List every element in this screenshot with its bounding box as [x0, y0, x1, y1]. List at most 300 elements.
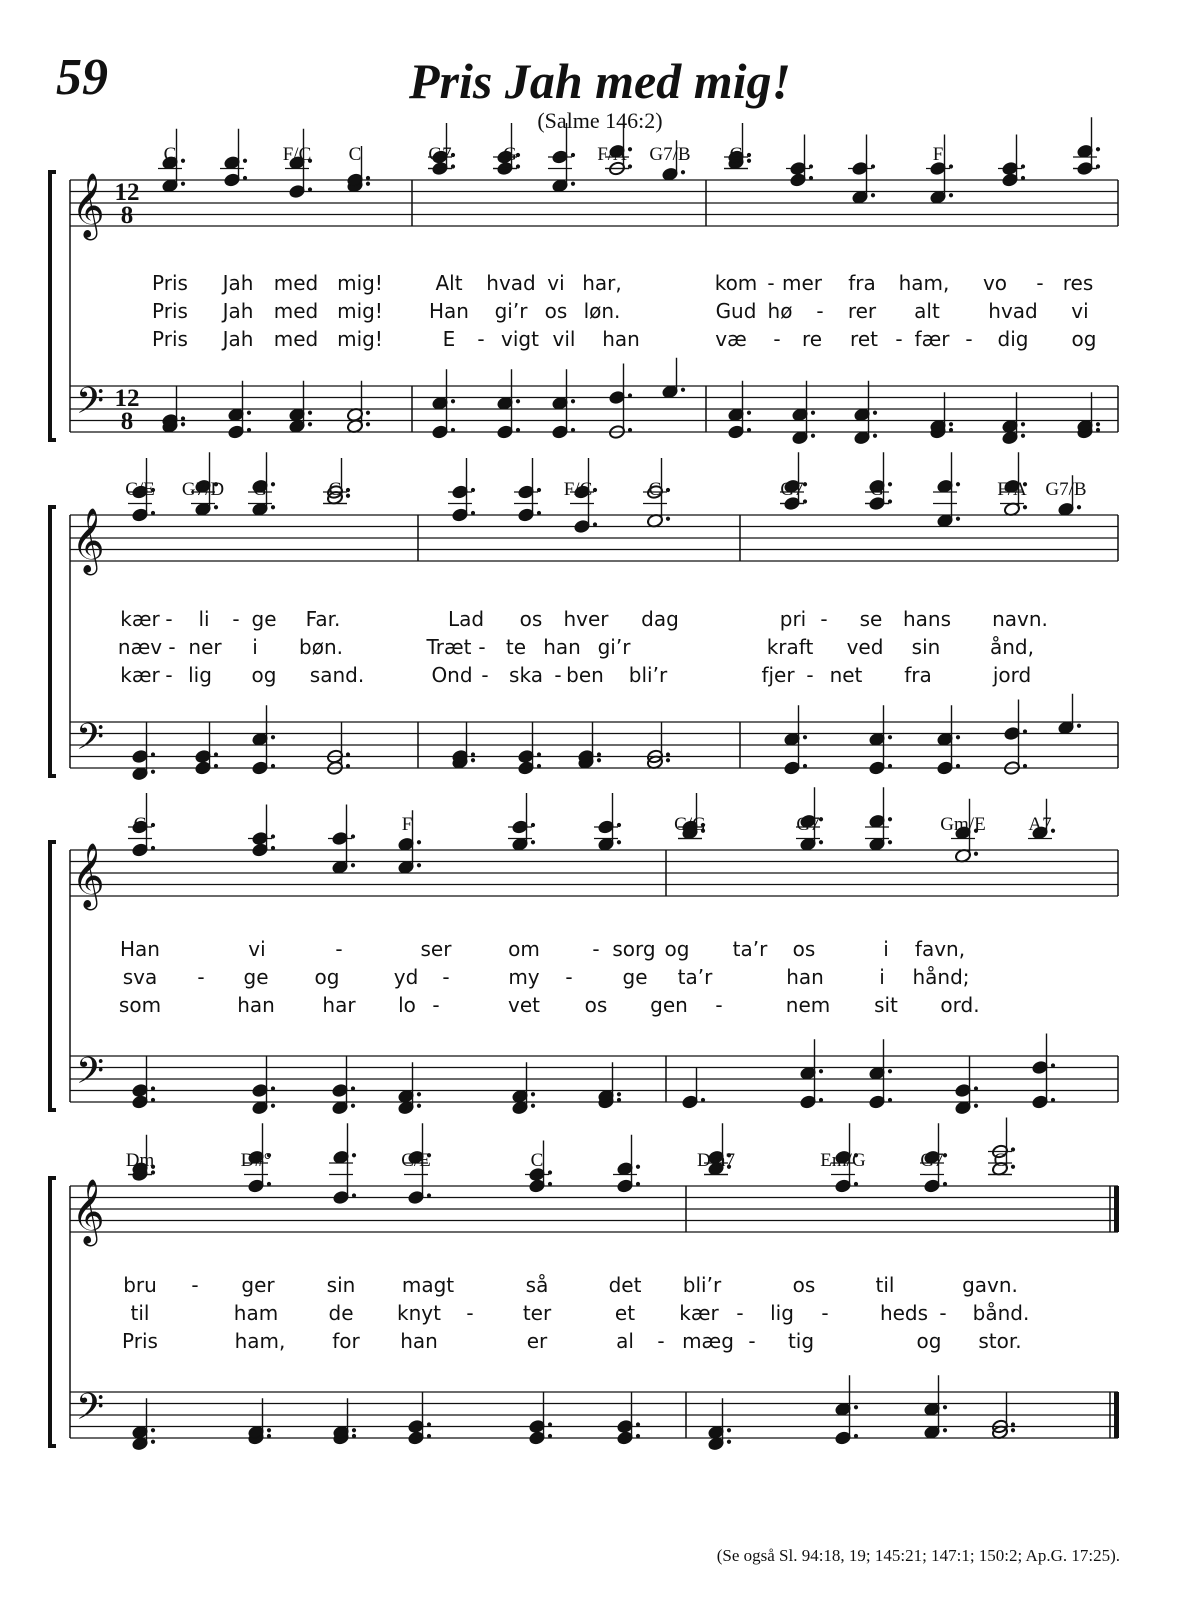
lyric-verse-2: vi [1071, 299, 1089, 323]
lyric-verse-1: i [883, 937, 889, 961]
chord-symbol: G7 [920, 1150, 944, 1171]
bass-clef-icon: 𝄢 [75, 1050, 105, 1101]
lyric-verse-1: hver [563, 607, 609, 631]
dot [854, 1405, 858, 1409]
dot [247, 428, 251, 432]
lyric-verse-1: gavn. [962, 1273, 1018, 1297]
dot [267, 1182, 271, 1186]
lyric-verse-1: pri [779, 607, 807, 631]
dot [427, 1422, 431, 1426]
bass-clef-icon: 𝄢 [75, 380, 105, 431]
lyric-verse-2: - [168, 635, 176, 659]
dot [351, 1104, 355, 1108]
hymn-number: 59 [56, 49, 108, 106]
dot [1096, 428, 1100, 432]
chord-symbol: G [870, 479, 884, 500]
dot [803, 764, 807, 768]
dot [151, 511, 155, 515]
dot [617, 1098, 621, 1102]
dot [628, 147, 632, 151]
lyric-verse-3: - [477, 327, 485, 351]
lyric-verse-2: Gud [715, 299, 757, 323]
dot [727, 1440, 731, 1444]
dot [214, 764, 218, 768]
lyric-verse-2: bånd. [972, 1301, 1030, 1325]
lyric-verse-3: ham, [234, 1329, 286, 1353]
chord-symbol: G7/B [649, 144, 691, 165]
lyric-verse-2: i [252, 635, 258, 659]
lyric-verse-2: - [442, 965, 450, 989]
dot [471, 758, 475, 762]
dot [247, 411, 251, 415]
lyric-verse-2: sva [122, 965, 158, 989]
lyric-verse-2: ånd, [990, 635, 1034, 659]
lyric-verse-1: mer [781, 271, 823, 295]
lyric-verse-1: res [1062, 271, 1094, 295]
time-signature-top: 12 [114, 179, 140, 206]
lyric-verse-3: nem [785, 993, 831, 1017]
chord-symbol: F [932, 144, 944, 165]
lyric-verse-2: mig! [337, 299, 383, 323]
dot [854, 1434, 858, 1438]
lyric-verse-1: se [859, 607, 883, 631]
dot [681, 170, 685, 174]
lyric-verse-3: al [616, 1329, 634, 1353]
dot [427, 1193, 431, 1197]
dot [308, 411, 312, 415]
lyric-verse-3: lig [188, 663, 212, 687]
dot [1023, 764, 1027, 768]
lyric-verse-1: - [165, 607, 173, 631]
dot [1021, 434, 1025, 438]
lyric-verse-1: Jah [222, 271, 254, 295]
lyric-verse-1: os [519, 607, 543, 631]
dot [267, 1428, 271, 1432]
dot [548, 1422, 552, 1426]
lyric-verse-1: dag [641, 607, 679, 631]
lyric-verse-3: stor. [978, 1329, 1022, 1353]
lyric-verse-2: bøn. [299, 635, 343, 659]
dot [271, 764, 275, 768]
lyric-verse-1: med [273, 271, 319, 295]
dot [1077, 724, 1081, 728]
chord-symbol: C [328, 479, 342, 500]
lyric-verse-3: mig! [337, 327, 383, 351]
lyric-verse-1: - [592, 937, 600, 961]
lyric-verse-3: og [916, 1329, 942, 1353]
dot [151, 1086, 155, 1090]
chord-symbol: C/E [125, 479, 155, 500]
dot [214, 505, 218, 509]
lyric-verse-2: med [273, 299, 319, 323]
lyric-verse-1: - [767, 271, 775, 295]
lyric-verse-2: alt [914, 299, 940, 323]
dot [681, 388, 685, 392]
dot [666, 517, 670, 521]
lyric-verse-2: løn. [583, 299, 621, 323]
dot [548, 1182, 552, 1186]
chord-symbol: G7 [428, 144, 452, 165]
lyric-verse-1: Lad [447, 607, 485, 631]
dot [181, 159, 185, 163]
lyric-verse-1: magt [401, 1273, 455, 1297]
lyric-verse-2: - [466, 1301, 474, 1325]
lyric-verse-3: med [273, 327, 319, 351]
dot [636, 1434, 640, 1438]
dot [1096, 147, 1100, 151]
dot [271, 482, 275, 486]
lyric-verse-2: - [939, 1301, 947, 1325]
lyric-verse-2: ter [522, 1301, 552, 1325]
time-signature-bottom: 8 [120, 408, 134, 435]
dot [271, 735, 275, 739]
chord-symbol: Dm7 [697, 1150, 735, 1171]
dot [666, 758, 670, 762]
lyric-verse-3: kær [120, 663, 160, 687]
chord-symbol: C [133, 814, 147, 835]
dot [854, 1182, 858, 1186]
dot [151, 1098, 155, 1102]
dot [1011, 1165, 1015, 1169]
lyric-verse-3: fjer [761, 663, 795, 687]
dot [811, 434, 815, 438]
lyric-verse-1: li [198, 607, 210, 631]
dot [366, 422, 370, 426]
dot [151, 770, 155, 774]
chord-symbol: C [648, 479, 662, 500]
dot [451, 399, 455, 403]
lyric-verse-3: re [801, 327, 823, 351]
chord-symbol: C [530, 1150, 544, 1171]
dot [1023, 729, 1027, 733]
time-signature-top: 12 [114, 385, 140, 412]
dot [346, 752, 350, 756]
lyric-verse-2: sin [911, 635, 941, 659]
dot [1077, 505, 1081, 509]
dot [617, 1092, 621, 1096]
lyric-verse-1: Han [120, 937, 160, 961]
lyric-verse-2: kraft [766, 635, 814, 659]
lyric-verse-2: Han [429, 299, 469, 323]
dot [427, 1434, 431, 1438]
lyric-verse-1: har, [582, 271, 622, 295]
lyric-verse-2: hø [767, 299, 793, 323]
lyric-verse-2: yd [393, 965, 419, 989]
dot [628, 393, 632, 397]
dot [308, 422, 312, 426]
time-signature-bottom: 8 [120, 202, 134, 229]
dot [516, 399, 520, 403]
lyric-verse-3: lo [398, 993, 416, 1017]
lyric-verse-2: - [197, 965, 205, 989]
dot [974, 1104, 978, 1108]
dot [366, 411, 370, 415]
dot [956, 482, 960, 486]
dot [537, 764, 541, 768]
lyric-verse-1: ser [420, 937, 452, 961]
lyric-verse-3: sand. [309, 663, 365, 687]
lyric-verse-1: sin [326, 1273, 356, 1297]
dot [346, 494, 350, 498]
dot [181, 422, 185, 426]
dot [417, 1104, 421, 1108]
lyric-verse-3: gen [650, 993, 688, 1017]
lyric-verse-3: - [895, 327, 903, 351]
chord-symbol: C [348, 144, 362, 165]
lyric-verse-1: det [608, 1273, 642, 1297]
lyric-verse-3: - [965, 327, 973, 351]
lyric-verse-3: ben [566, 663, 604, 687]
lyric-verse-2: hånd; [912, 965, 970, 989]
lyric-verse-1: bli’r [682, 1273, 722, 1297]
dot [888, 482, 892, 486]
chord-symbol: F/A [997, 479, 1027, 500]
chord-symbol: G7 [780, 479, 804, 500]
lyric-verse-2: i [879, 965, 885, 989]
lyric-verse-2: ham [233, 1301, 279, 1325]
lyric-verse-3: net [829, 663, 863, 687]
lyric-verse-1: vi [248, 937, 266, 961]
dot [151, 752, 155, 756]
dot [943, 1182, 947, 1186]
dot [471, 511, 475, 515]
dot [366, 182, 370, 186]
lyric-verse-2: Jah [222, 299, 254, 323]
lyric-verse-3: Pris [122, 1329, 158, 1353]
lyric-verse-3: fra [904, 663, 932, 687]
chord-symbol: Gm/E [940, 814, 986, 835]
dot [451, 428, 455, 432]
dot [956, 517, 960, 521]
dot [597, 758, 601, 762]
lyric-verse-3: mæg [682, 1329, 734, 1353]
lyric-verse-2: Træt [426, 635, 472, 659]
lyric-verse-2: ved [846, 635, 884, 659]
dot [819, 840, 823, 844]
lyric-verse-3: Jah [222, 327, 254, 351]
lyric-verse-3: er [526, 1329, 548, 1353]
dot [949, 422, 953, 426]
lyric-verse-1: hans [902, 607, 952, 631]
dot [548, 1434, 552, 1438]
chord-symbol: A7 [1028, 814, 1052, 835]
dot [571, 399, 575, 403]
system-bracket [50, 842, 56, 1110]
dot [956, 764, 960, 768]
dot [809, 176, 813, 180]
dot [352, 1428, 356, 1432]
lyric-verse-2: Pris [152, 299, 188, 323]
dot [366, 176, 370, 180]
dot [471, 752, 475, 756]
lyric-verse-3: vigt [501, 327, 539, 351]
dot [727, 1428, 731, 1432]
dot [636, 1165, 640, 1169]
lyric-verse-3: Ond [431, 663, 473, 687]
dot [214, 752, 218, 756]
lyric-verse-2: ta’r [677, 965, 713, 989]
dot [151, 846, 155, 850]
dot [819, 1098, 823, 1102]
chord-symbol: C [163, 144, 177, 165]
lyric-verse-3: - [165, 663, 173, 687]
dot [346, 764, 350, 768]
dot [636, 1182, 640, 1186]
lyric-verse-2: ner [188, 635, 222, 659]
dot [747, 411, 751, 415]
lyric-verse-1: - [191, 1273, 199, 1297]
dot [151, 1440, 155, 1444]
lyric-verse-2: hvad [988, 299, 1038, 323]
dot [571, 182, 575, 186]
dot [747, 159, 751, 163]
lyric-verse-1: Alt [435, 271, 463, 295]
hymn-title: Pris Jah med mig! [409, 53, 791, 109]
system-bracket [50, 507, 56, 776]
lyric-verse-2: han [543, 635, 581, 659]
chord-symbol: G [503, 144, 517, 165]
lyric-verse-1: fra [848, 271, 876, 295]
lyric-verse-3: ska [509, 663, 543, 687]
chord-symbol: C [993, 1150, 1007, 1171]
lyric-verse-2: - [816, 299, 824, 323]
lyric-verse-2: lig [770, 1301, 794, 1325]
dot [888, 764, 892, 768]
lyric-verse-3: sit [874, 993, 898, 1017]
lyric-verse-1: favn, [914, 937, 966, 961]
treble-clef-icon: 𝄞 [71, 508, 105, 573]
lyric-verse-3: han [400, 1329, 438, 1353]
lyric-verse-1: til [875, 1273, 895, 1297]
dot [949, 428, 953, 432]
lyric-verse-3: - [554, 663, 562, 687]
dot [151, 1428, 155, 1432]
lyric-verse-3: han [237, 993, 275, 1017]
lyric-verse-2: ge [622, 965, 648, 989]
dot [949, 193, 953, 197]
lyric-verse-2: til [130, 1301, 150, 1325]
lyric-verse-2: - [821, 1301, 829, 1325]
lyric-verse-3: E [442, 327, 456, 351]
lyric-verse-2: te [505, 635, 527, 659]
chord-symbol: G7 [796, 814, 820, 835]
dot [417, 1092, 421, 1096]
dot [811, 411, 815, 415]
dot [351, 1086, 355, 1090]
lyric-verse-3: os [584, 993, 608, 1017]
dot [873, 434, 877, 438]
lyric-verse-1: - [820, 607, 828, 631]
chord-symbol: G7/B [1045, 479, 1087, 500]
lyric-verse-3: for [332, 1329, 360, 1353]
dot [271, 505, 275, 509]
lyric-verse-2: han [786, 965, 824, 989]
lyric-verse-3: - [481, 663, 489, 687]
lyric-verse-3: fær [914, 327, 950, 351]
lyric-verse-1: Far. [305, 607, 341, 631]
lyric-verse-1: så [525, 1273, 549, 1297]
chord-symbol: F/C [282, 144, 312, 165]
lyric-verse-1: os [792, 1273, 816, 1297]
dot [701, 1098, 705, 1102]
lyric-verse-1: om [508, 937, 540, 961]
chord-symbol: F [401, 814, 413, 835]
dot [537, 752, 541, 756]
dot [531, 1104, 535, 1108]
dot [243, 176, 247, 180]
dot [803, 735, 807, 739]
lyric-verse-3: og [1071, 327, 1097, 351]
lyric-verse-1: bru [123, 1273, 157, 1297]
dot [267, 1434, 271, 1438]
lyric-verse-1: ta’r [732, 937, 768, 961]
lyric-verse-1: kom [714, 271, 758, 295]
lyric-verse-2: ge [243, 965, 269, 989]
dot [352, 1193, 356, 1197]
system-bracket [50, 1178, 56, 1446]
lyric-verse-3: - [773, 327, 781, 351]
scripture-reference: (Salme 146:2) [537, 108, 663, 133]
lyric-verse-3: - [715, 993, 723, 1017]
lyric-verse-3: tig [787, 1329, 815, 1353]
lyric-verse-2: rer [847, 299, 877, 323]
dot [888, 1069, 892, 1073]
dot [888, 817, 892, 821]
dot [537, 511, 541, 515]
lyric-verse-3: jord [992, 663, 1032, 687]
dot [271, 1104, 275, 1108]
dot [956, 735, 960, 739]
lyric-verse-2: et [614, 1301, 636, 1325]
lyric-verse-3: - [806, 663, 814, 687]
dot [516, 428, 520, 432]
dot [1051, 1098, 1055, 1102]
lyric-verse-2: knyt [397, 1301, 441, 1325]
lyric-verse-2: - [478, 635, 486, 659]
chord-symbol: F/C [563, 479, 593, 500]
dot [243, 159, 247, 163]
chord-symbol: Em/G [820, 1150, 866, 1171]
dot [1096, 422, 1100, 426]
dot [943, 1428, 947, 1432]
dot [417, 840, 421, 844]
dot [974, 852, 978, 856]
lyric-verse-3: ret [850, 327, 878, 351]
dot [747, 428, 751, 432]
lyric-verse-3: bli’r [628, 663, 668, 687]
treble-clef-icon: 𝄞 [71, 843, 105, 908]
dot [888, 1098, 892, 1102]
lyric-verse-2: de [328, 1301, 354, 1325]
dot [531, 840, 535, 844]
lyric-verse-3: Pris [152, 327, 188, 351]
dot [181, 416, 185, 420]
chord-symbol: C [729, 144, 743, 165]
lyric-verse-2: kær [679, 1301, 719, 1325]
dot [1051, 1063, 1055, 1067]
dot [871, 193, 875, 197]
lyric-verse-1: navn. [992, 607, 1048, 631]
lyric-verse-3: dig [997, 327, 1029, 351]
lyric-verse-2: gi’r [494, 299, 528, 323]
dot [571, 428, 575, 432]
lyric-verse-1: kær [120, 607, 160, 631]
dot [636, 1422, 640, 1426]
lyric-verse-1: og [664, 937, 690, 961]
lyric-verse-3: - [432, 993, 440, 1017]
chord-symbol: G [253, 479, 267, 500]
dot [352, 1434, 356, 1438]
